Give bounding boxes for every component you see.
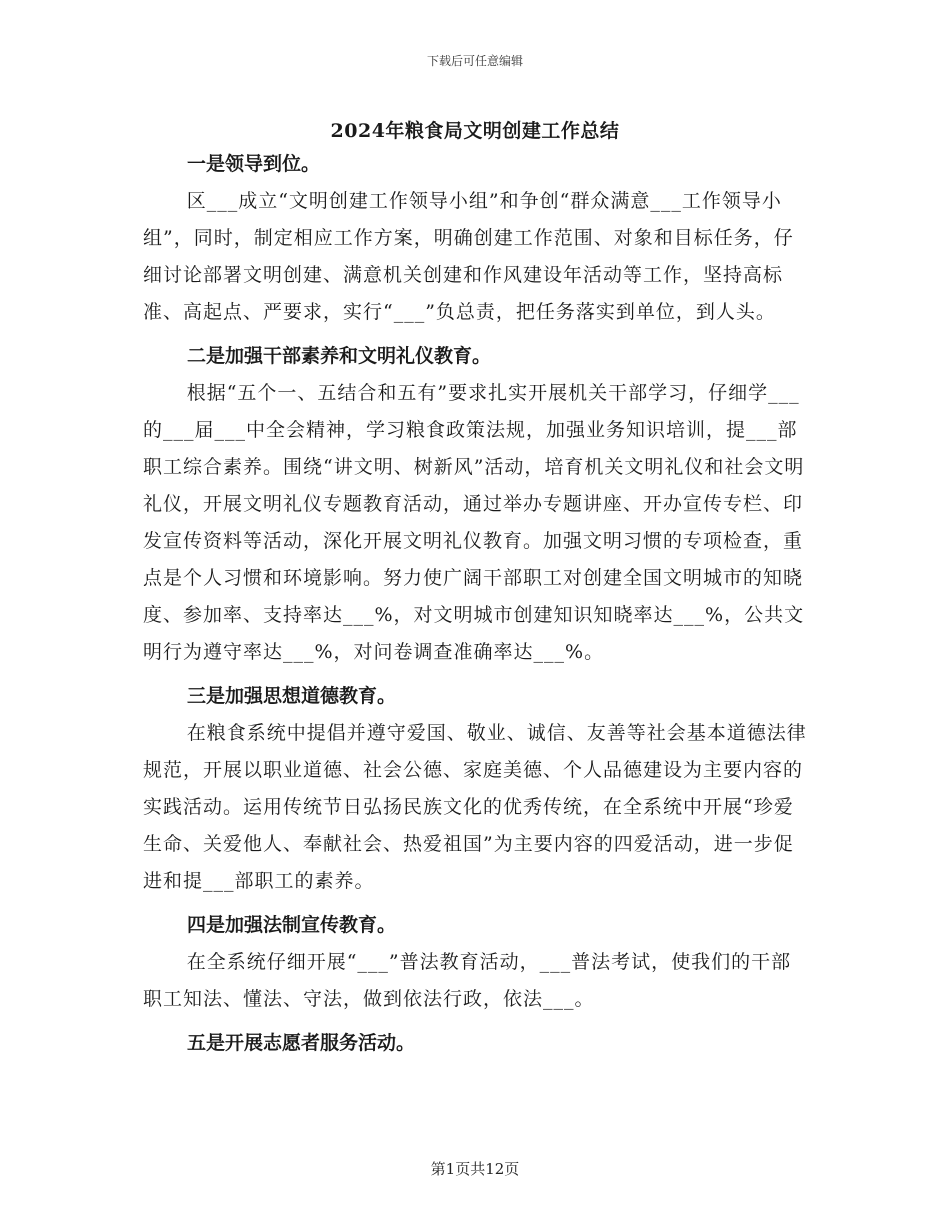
- document-title: 2024年粮食局文明创建工作总结: [330, 120, 620, 142]
- page-number: 第1页共12页: [430, 1160, 520, 1178]
- page-header-note: 下载后可任意编辑: [426, 54, 523, 68]
- section-paragraph-4: 在全系统仔细开展“___”普法教育活动，___普法考试，使我们的干部职工知法、懂法、守法，做到依法行政，依法___。: [143, 951, 792, 1010]
- section-paragraph-1: 区___成立“文明创建工作领导小组”和争创“群众满意___工作领导小组”，同时，制定相应工作方案，明确创建工作范围、对象和目标任务，仔细讨论部署文明创建、满意机关创建和作风建设年活动等工作，坚持高标准、高起点、严要求，实行“___”负总责，把任务落实到单位，到人头。: [143, 190, 794, 323]
- section-heading-4: 四是加强法制宣传教育。: [187, 914, 397, 936]
- section-paragraph-2: 根据“五个一、五结合和五有”要求扎实开展机关干部学习，仔细学___的___届___中全会精神，学习粮食政策法规，加强业务知识培训，提___部职工综合素养。围绕“讲文明、树新风”活动，培育机关文明礼仪和社会文明礼仪，开展文明礼仪专题教育活动，通过举办专题讲座、开办宣传专栏、印发宣传资料等活动，深化开展文明礼仪教育。加强文明习惯的专项检查，重点是个人习惯和环境影响。努力使广阔干部职工对创建全国文明城市的知晓度、参加率、支持率达___%，对文明城市创建知识知晓率达___%，公共文明行为遵守率达___%，对问卷调查准确率达___%。: [143, 382, 805, 663]
- section-heading-2: 二是加强干部素养和文明礼仪教育。: [187, 345, 492, 367]
- section-heading-3: 三是加强思想道德教育。: [187, 685, 397, 707]
- document-body: [143, 146, 807, 1062]
- section-heading-1: 一是领导到位。: [187, 153, 321, 175]
- section-heading-5: 五是开展志愿者服务活动。: [187, 1032, 416, 1054]
- section-paragraph-3: 在粮食系统中提倡并遵守爱国、敬业、诚信、友善等社会基本道德法律规范，开展以职业道德、社会公德、家庭美德、个人品德建设为主要内容的实践活动。运用传统节日弘扬民族文化的优秀传统，在全系统中开展“珍爱生命、关爱他人、奉献社会、热爱祖国”为主要内容的四爱活动，进一步促进和提___部职工的素养。: [143, 722, 807, 892]
